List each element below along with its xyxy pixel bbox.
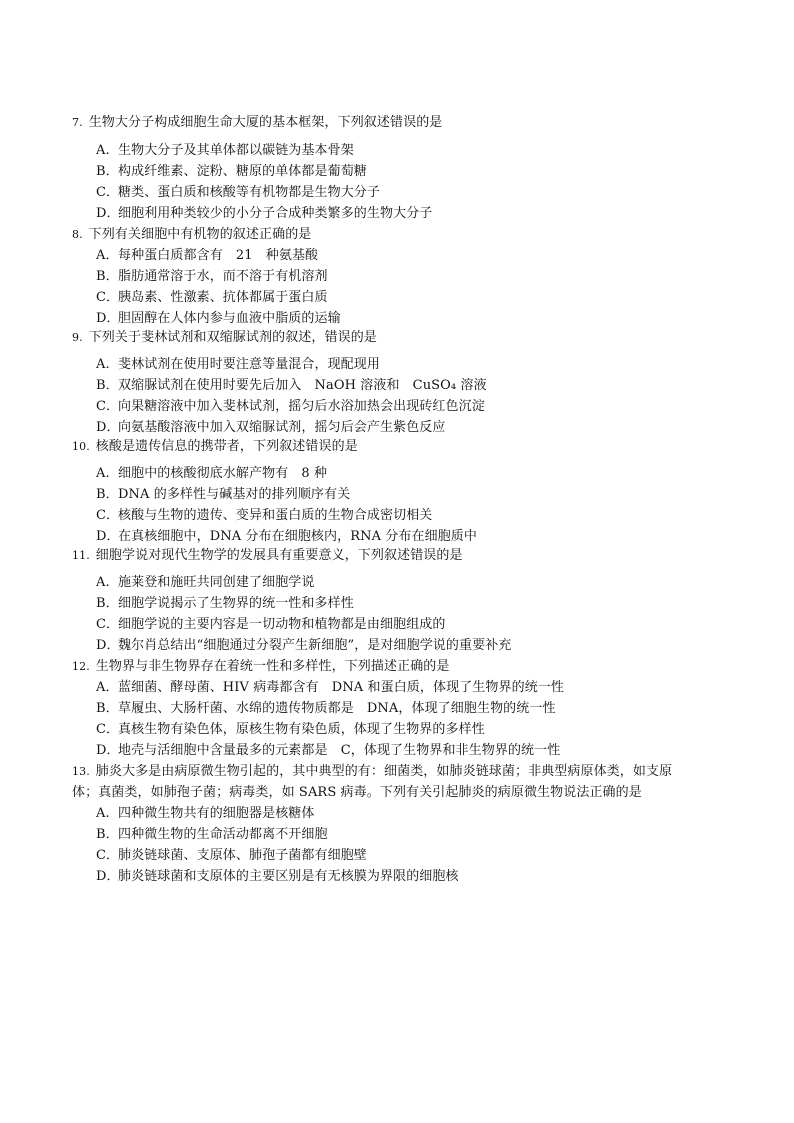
question-number: 7.	[72, 116, 83, 129]
question-text: 下列关于斐林试剂和双缩脲试剂的叙述，错误的是	[88, 330, 377, 345]
question-10-option-d	[96, 529, 477, 545]
question-7-option-b	[96, 164, 367, 180]
option-text: DNA 的多样性与碱基对的排列顺序有关	[118, 487, 351, 502]
option-letter: D．	[96, 311, 120, 326]
question-10-option-c	[96, 508, 432, 524]
question-13-option-c	[96, 848, 367, 864]
question-9-stem	[72, 330, 377, 346]
question-12-option-b	[96, 701, 556, 717]
option-text: 细胞中的核酸彻底水解产物有 8 种	[118, 466, 328, 481]
option-letter: A．	[96, 248, 119, 263]
option-text: 斐林试剂在使用时要注意等量混合，现配现用	[118, 357, 381, 372]
question-9-option-a	[96, 357, 380, 373]
question-13-stem-continued	[72, 785, 642, 801]
question-8-option-d	[96, 311, 341, 327]
option-text: 四种微生物共有的细胞器是核糖体	[118, 806, 315, 821]
question-11-option-c	[96, 617, 446, 633]
question-number: 10.	[72, 440, 90, 453]
option-text: 地壳与活细胞中含量最多的元素都是 C，体现了生物界和非生物界的统一性	[118, 743, 561, 758]
question-11-option-d	[96, 638, 511, 654]
option-letter: B．	[96, 269, 119, 284]
option-text: 每种蛋白质都含有 21 种氨基酸	[118, 248, 319, 263]
option-text: 肺炎链球菌、支原体、肺孢子菌都有细胞壁	[118, 848, 367, 863]
option-letter: C．	[96, 508, 120, 523]
option-text: 蓝细菌、酵母菌、HIV 病毒都含有 DNA 和蛋白质，体现了生物界的统一性	[118, 680, 565, 695]
option-text: 糖类、蛋白质和核酸等有机物都是生物大分子	[118, 185, 381, 200]
question-text: 生物界与非生物界存在着统一性和多样性，下列描述正确的是	[95, 659, 450, 674]
question-13-option-a	[96, 806, 315, 822]
question-number: 12.	[72, 660, 90, 673]
option-letter: A.	[96, 357, 110, 372]
option-text: 细胞学说揭示了生物界的统一性和多样性	[118, 596, 354, 611]
option-text: 肺炎链球菌和支原体的主要区别是有无核膜为界限的细胞核	[118, 869, 459, 884]
question-7-stem	[72, 115, 442, 131]
option-text: 真核生物有染色体，原核生物有染色质，体现了生物界的多样性	[118, 722, 485, 737]
option-letter: D．	[96, 869, 120, 884]
question-10-option-b	[96, 487, 350, 503]
option-letter: C．	[96, 617, 120, 632]
option-text: 细胞利用种类较少的小分子合成种类繁多的生物大分子	[118, 206, 433, 221]
question-13-stem	[72, 764, 672, 780]
question-text: 核酸是遗传信息的携带者，下列叙述错误的是	[95, 439, 358, 454]
option-letter: B．	[96, 378, 119, 393]
question-12-stem	[72, 659, 450, 675]
question-10-option-a	[96, 466, 327, 482]
question-text: 生物大分子构成细胞生命大厦的基本框架，下列叙述错误的是	[88, 115, 443, 130]
question-number: 8.	[72, 228, 83, 241]
option-letter: D．	[96, 638, 120, 653]
option-letter: A.	[96, 466, 110, 481]
option-letter: C．	[96, 185, 120, 200]
question-9-option-b	[96, 378, 487, 394]
option-text: 生物大分子及其单体都以碳链为基本骨架	[118, 143, 354, 158]
question-7-option-d	[96, 206, 432, 222]
option-text: 核酸与生物的遗传、变异和蛋白质的生物合成密切相关	[118, 508, 433, 523]
question-13-option-b	[96, 827, 328, 843]
option-text: 胰岛素、性激素、抗体都属于蛋白质	[118, 290, 328, 305]
option-text: 向氨基酸溶液中加入双缩脲试剂，摇匀后会产生紫色反应	[118, 420, 446, 435]
option-text: 在真核细胞中，DNA 分布在细胞核内，RNA 分布在细胞质中	[118, 529, 478, 544]
option-text: 细胞学说的主要内容是一切动物和植物都是由细胞组成的	[118, 617, 446, 632]
question-7-option-a	[96, 143, 354, 159]
question-8-option-c	[96, 290, 328, 306]
question-text: 细胞学说对现代生物学的发展具有重要意义，下列叙述错误的是	[95, 548, 463, 563]
question-13-option-d	[96, 869, 459, 885]
question-11-option-b	[96, 596, 354, 612]
option-letter: D．	[96, 420, 120, 435]
option-text: 魏尔肖总结出“细胞通过分裂产生新细胞”，是对细胞学说的重要补充	[118, 638, 512, 653]
question-12-option-d	[96, 743, 560, 759]
option-letter: B．	[96, 487, 119, 502]
option-letter: A．	[96, 680, 119, 695]
question-8-option-b	[96, 269, 328, 285]
question-12-option-a	[96, 680, 564, 696]
question-number: 11.	[72, 549, 90, 562]
option-letter: B．	[96, 596, 119, 611]
option-text: 向果糖溶液中加入斐林试剂，摇匀后水浴加热会出现砖红色沉淀	[118, 399, 485, 414]
option-letter: D．	[96, 206, 120, 221]
option-letter: C．	[96, 848, 120, 863]
question-number: 9.	[72, 331, 83, 344]
option-text: 草履虫、大肠杆菌、水绵的遗传物质都是 DNA，体现了细胞生物的统一性	[118, 701, 556, 716]
question-11-stem	[72, 548, 463, 564]
question-8-option-a	[96, 248, 318, 264]
option-letter: B．	[96, 164, 119, 179]
option-letter: C．	[96, 722, 120, 737]
option-letter: B．	[96, 701, 119, 716]
question-number: 13.	[72, 765, 90, 778]
question-12-option-c	[96, 722, 485, 738]
option-text: 四种微生物的生命活动都离不开细胞	[118, 827, 328, 842]
option-letter: C．	[96, 399, 120, 414]
option-letter: A.	[96, 806, 110, 821]
question-11-option-a	[96, 575, 315, 591]
option-letter: D．	[96, 743, 120, 758]
question-7-option-c	[96, 185, 380, 201]
option-letter: A.	[96, 143, 110, 158]
question-text: 肺炎大多是由病原微生物引起的，其中典型的有：细菌类，如肺炎链球菌；非典型病原体类，如支原	[95, 764, 673, 779]
option-text: 双缩脲试剂在使用时要先后加入 NaOH 溶液和 CuSO₄ 溶液	[118, 378, 487, 393]
option-letter: B．	[96, 827, 119, 842]
option-text: 施莱登和施旺共同创建了细胞学说	[118, 575, 315, 590]
question-8-stem	[72, 227, 311, 243]
question-9-option-c	[96, 399, 485, 415]
question-10-stem	[72, 439, 358, 455]
option-letter: C．	[96, 290, 120, 305]
option-letter: D．	[96, 529, 120, 544]
option-letter: A.	[96, 575, 110, 590]
option-text: 胆固醇在人体内参与血液中脂质的运输	[118, 311, 341, 326]
question-text-continued: 体；真菌类，如肺孢子菌；病毒类，如 SARS 病毒。下列有关引起肺炎的病原微生物说法正确的是	[72, 785, 642, 800]
question-9-option-d	[96, 420, 446, 436]
option-text: 构成纤维素、淀粉、糖原的单体都是葡萄糖	[118, 164, 367, 179]
option-text: 脂肪通常溶于水，而不溶于有机溶剂	[118, 269, 328, 284]
question-text: 下列有关细胞中有机物的叙述正确的是	[88, 227, 312, 242]
